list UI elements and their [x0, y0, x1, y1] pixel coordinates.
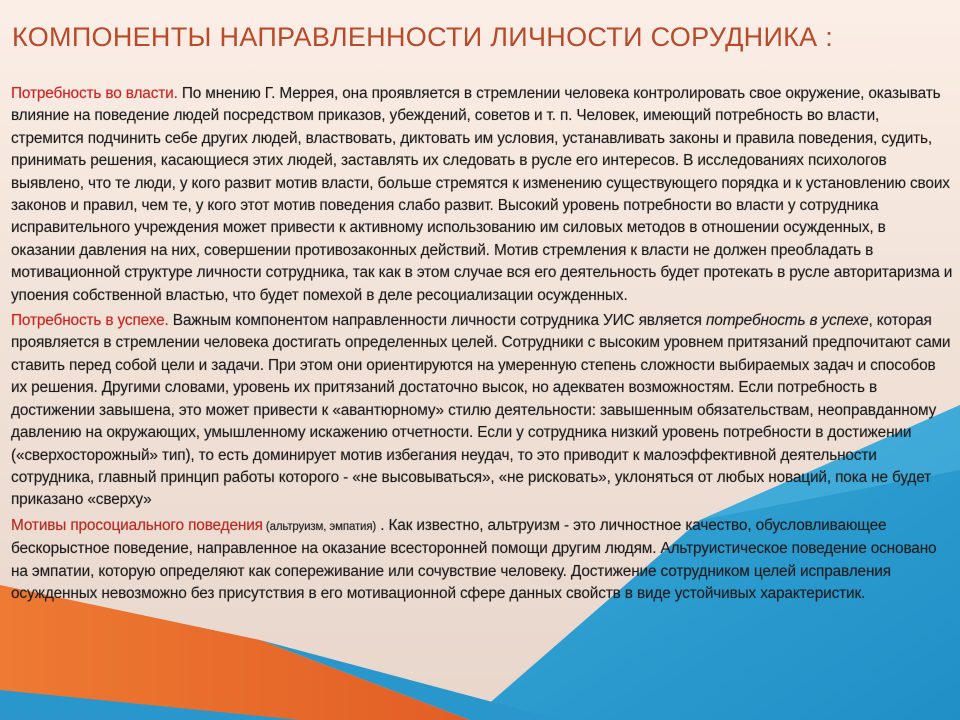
- heading-power: Потребность во власти.: [11, 85, 178, 102]
- paragraph-success: [11, 310, 953, 512]
- slide-title: КОМПОНЕНТЫ НАПРАВЛЕННОСТИ ЛИЧНОСТИ СОРУДНИКА :: [12, 22, 834, 52]
- heading-success: Потребность в успехе.: [11, 312, 169, 330]
- body-success-emphasis: потребность в успехе: [705, 312, 869, 330]
- body-success-before: Важным компонентом направленности личности сотрудника УИС является: [168, 312, 706, 330]
- body-power: По мнению Г. Меррея, она проявляется в стремлении человека контролировать свое окружение, оказывать влияние на поведение людей посредством приказов, убеждений, советов и т. п. Человек, имеющий потребность во власти, стремится подчинить себе других людей, властвовать, диктовать им условия, устанавливать законы и правила поведения, судить, принимать решения, касающиеся этих людей, заставлять их следовать в русле его интересов. В исследованиях психологов выявлено, что те люди, у кого развит мотив власти, больше стремятся к изменению существующего порядка и к установлению своих законов и правил, чем те, у кого этот мотив поведения слабо развит. Высокий уровень потребности во власти у сотрудника исправительного учреждения может привести к активному использованию им силовых методов в отношении осужденных, в оказании давления на них, совершении противозаконных действий. Мотив стремления к власти не должен преобладать в мотивационной структуре личности сотрудника, так как в этом случае вся его деятельность будет протекать в русле авторитаризма и упоения собственной властью, что будет помехой в деле ресоциализации осужденных.: [11, 85, 953, 304]
- body-prosocial: . Как известно, альтруизм - это личностное качество, обусловливающее бескорыстное поведение, направленное на оказание всесторонней помощи другим людям. Альтруистическое поведение основано на эмпатии, которую определяют как сопереживание или сочувствие человеку. Достижение сотрудником целей исправления осужденных невозможно без присутствия в его мотивационной сфере данных свойств в виде устойчивых характеристик.: [11, 516, 937, 602]
- note-prosocial: (альтруизм, эмпатия): [262, 520, 377, 533]
- body-success-after: , которая проявляется в стремлении человека достигать определенных целей. Сотрудники с высоким уровнем притязаний предпочитают сами ставить перед собой цели и задачи. При этом они ориентируются на умеренную степень сложности выбираемых задач и способов их решения. Другими словами, уровень их притязаний достаточно высок, но адекватен возможностям. Если потребность в достижении завышена, это может привести к «авантюрному» стилю деятельности: завышенным обязательствам, неоправданному давлению на окружающих, умышленному искажению отчетности. Если у сотрудника низкий уровень потребности в достижении («сверхосторожный» тип), то есть доминирует мотив избегания неудач, то это приводит к малоэффективной деятельности сотрудника, главный принцип работы которого - «не высовываться», «не рисковать», уклоняться от любых новаций, пока не будет приказано «сверху»: [11, 312, 951, 509]
- paragraph-power: [11, 83, 953, 307]
- paragraph-prosocial: [11, 515, 953, 606]
- heading-prosocial: Мотивы просоциального поведения: [11, 516, 263, 534]
- slide-content: [11, 83, 953, 608]
